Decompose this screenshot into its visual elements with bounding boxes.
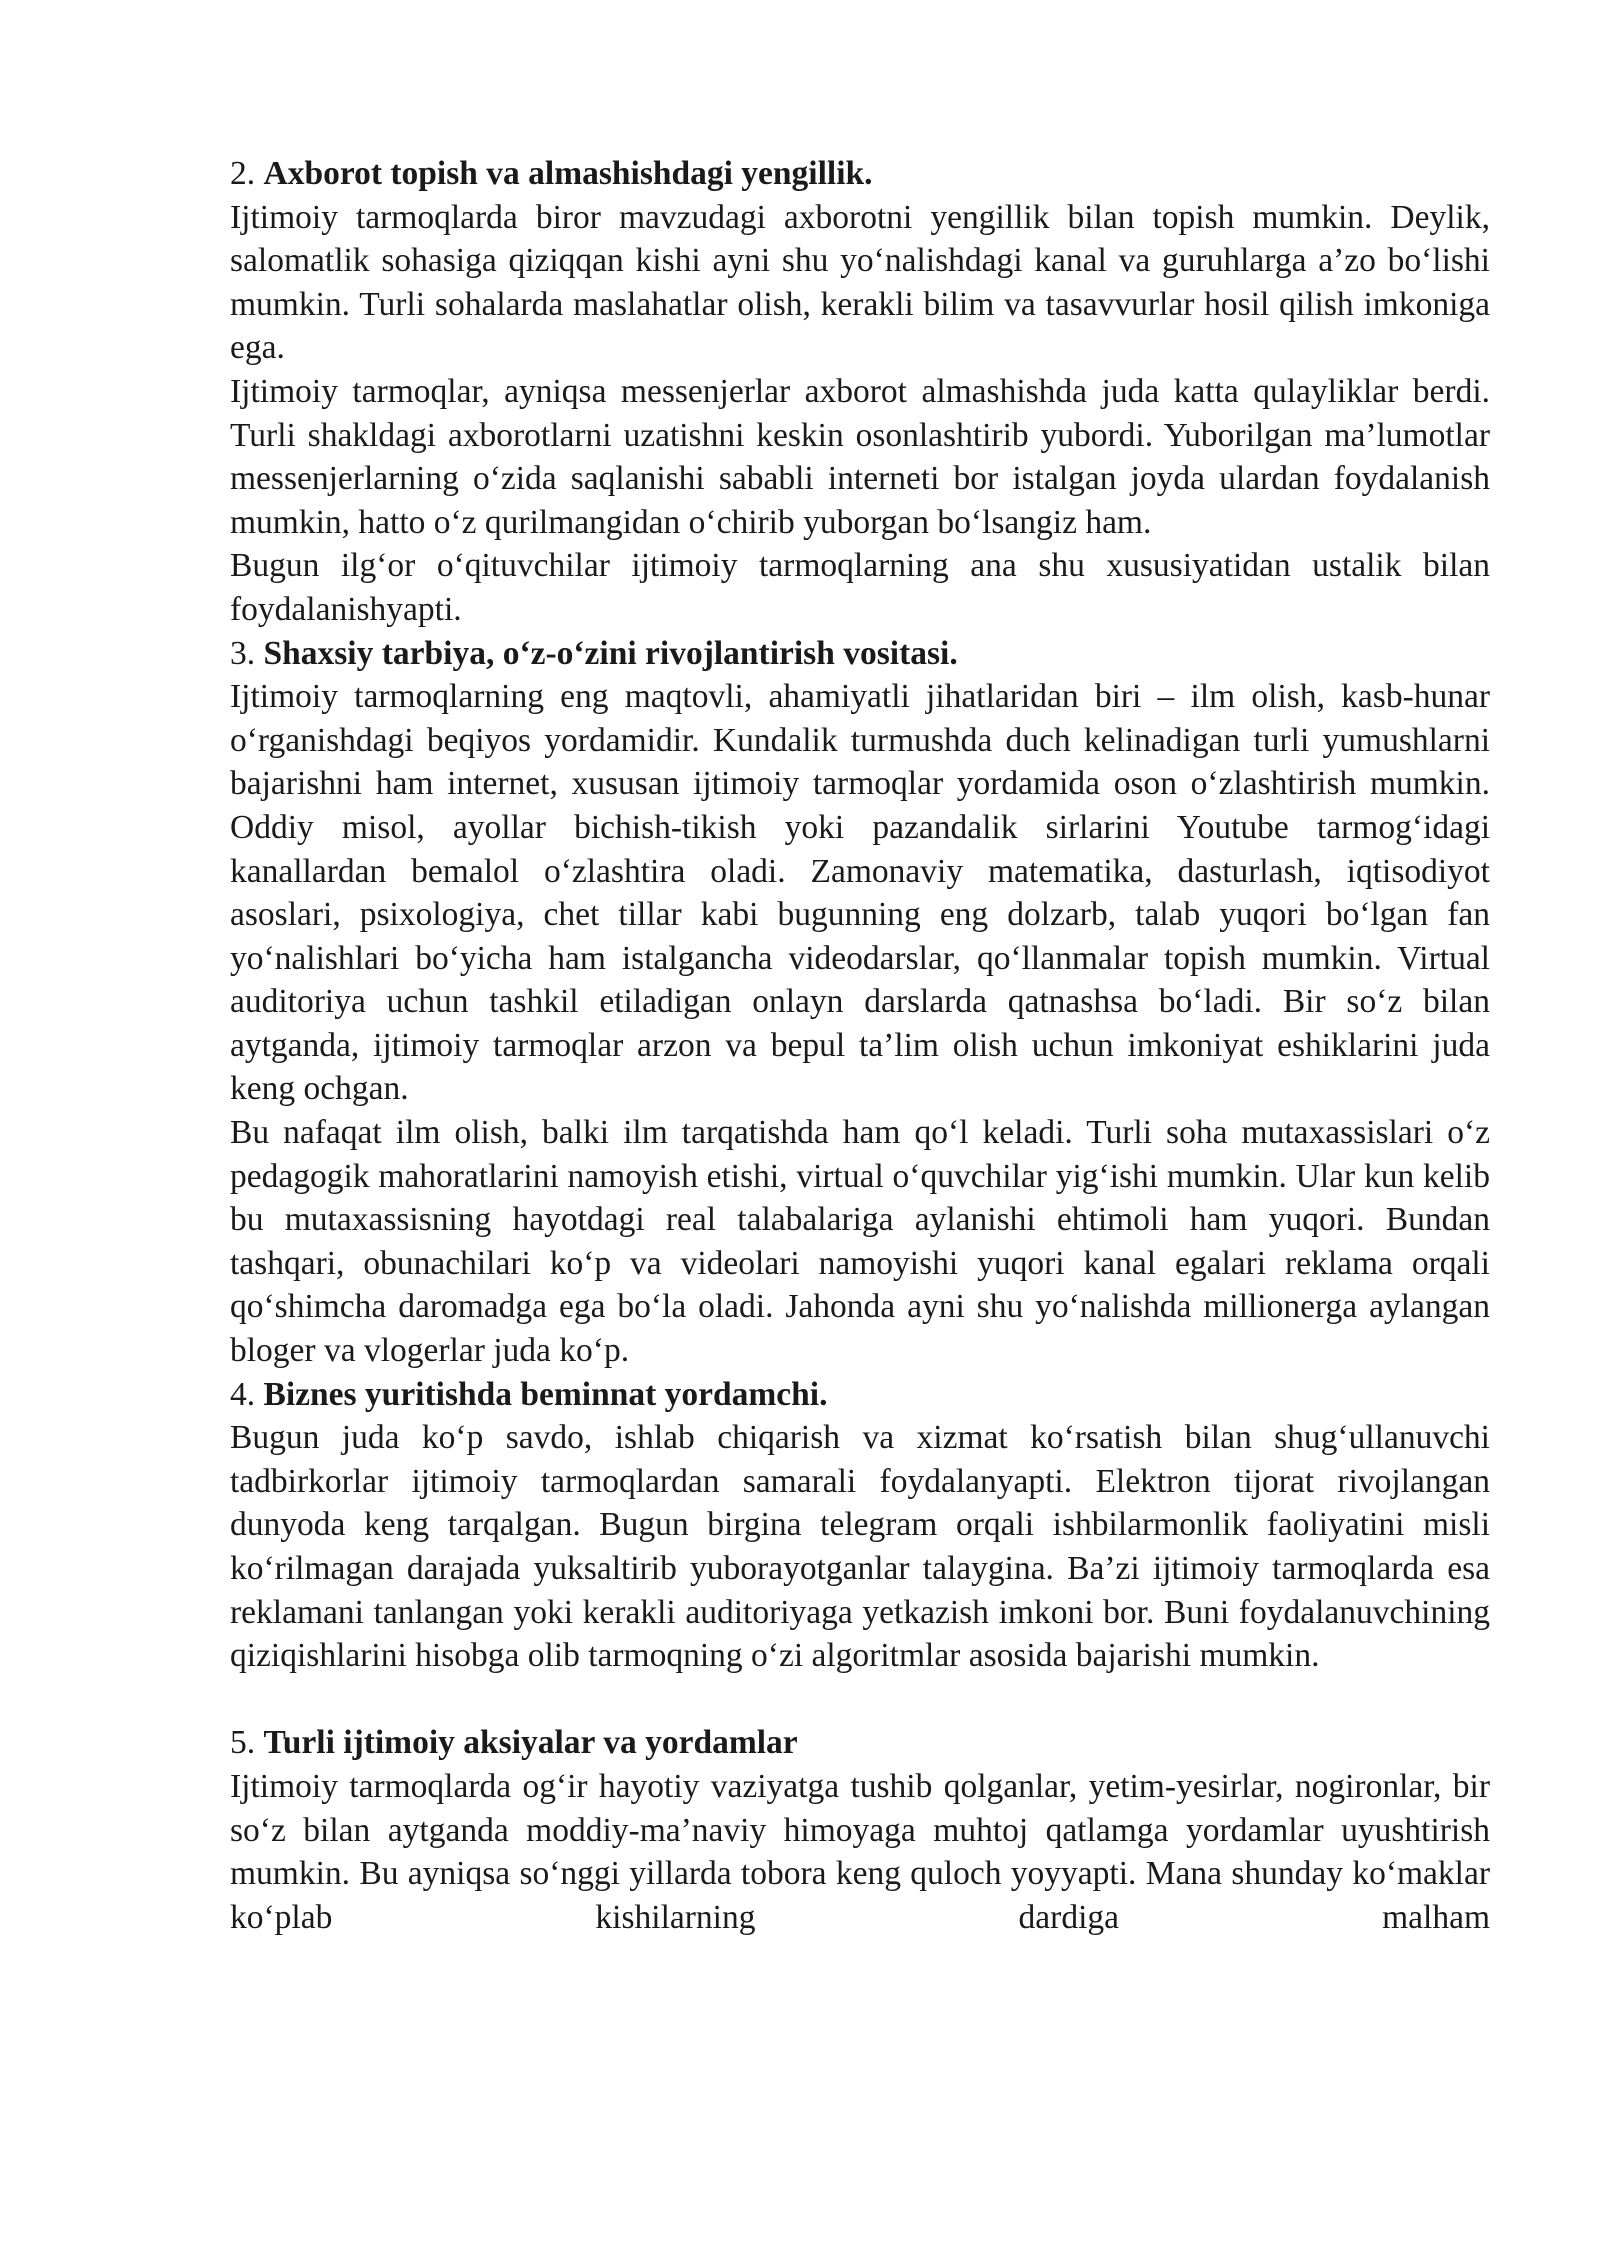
- paragraph: Bugun juda ko‘p savdo, ishlab chiqarish va xizmat ko‘rsatish bilan shug‘ullanuvchi tadbirkorlar ijtimoiy tarmoqlardan samarali foydalanyapti. Elektron tijorat rivojlangan dunyoda keng tarqalgan. Bugun birgina telegram orqali ishbilarmonlik faoliyatini misli ko‘rilmagan darajada yuksaltirib yuborayotganlar talaygina. Ba’zi ijtimoiy tarmoqlarda esa reklamani tanlangan yoki kerakli auditoriyaga yetkazish imkoni bor. Buni foydalanuvchining qiziqishlarini hisobga olib tarmoqning o‘zi algoritmlar asosida bajarishi mumkin.: [230, 1419, 1490, 1675]
- paragraph: Ijtimoiy tarmoqlarning eng maqtovli, ahamiyatli jihatlaridan biri – ilm olish, kasb-hunar o‘rganishdagi beqiyos yordamidir. Kundalik turmushda duch kelinadigan turli yumushlarni bajarishni ham internet, xususan ijtimoiy tarmoqlar yordamida oson o‘zlashtirish mumkin. Oddiy misol, ayollar bichish-tikish yoki pazandalik sirlarini Youtube tarmog‘idagi kanallardan bemalol o‘zlashtira oladi. Zamonaviy matematika, dasturlash, iqtisodiyot asoslari, psixologiya, chet tillar kabi bugunning eng dolzarb, talab yuqori bo‘lgan fan yo‘nalishlari bo‘yicha ham istalgancha videodarslar, qo‘llanmalar topish mumkin. Virtual auditoriya uchun tashkil etiladigan onlayn darslarda qatnashsa bo‘ladi. Bir so‘z bilan aytganda, ijtimoiy tarmoqlar arzon va bepul ta’lim olish uchun imkoniyat eshiklarini juda keng ochgan.: [230, 678, 1490, 1108]
- section-4: [230, 1373, 1490, 1678]
- blank-line: [230, 1678, 1490, 1722]
- paragraph: Bugun ilg‘or o‘qituvchilar ijtimoiy tarmoqlarning ana shu xususiyatidan ustalik bilan foydalanishyapti.: [230, 547, 1490, 628]
- section-title: Biznes yuritishda beminnat yordamchi.: [263, 1375, 828, 1413]
- paragraph: Bu nafaqat ilm olish, balki ilm tarqatishda ham qo‘l keladi. Turli soha mutaxassislari o‘z pedagogik mahoratlarini namoyish etishi, virtual o‘quvchilar yig‘ishi mumkin. Ular kun kelib bu mutaxassisning hayotdagi real talabalariga aylanishi ehtimoli ham yuqori. Bundan tashqari, obunachilari ko‘p va videolari namoyishi yuqori kanal egalari reklama orqali qo‘shimcha daromadga ega bo‘la oladi. Jahonda ayni shu yo‘nalishda millionerga aylangan bloger va vlogerlar juda ko‘p.: [230, 1114, 1490, 1370]
- section-number: 3.: [230, 634, 256, 672]
- section-title: Axborot topish va almashishdagi yengillik.: [263, 155, 873, 192]
- paragraph: Ijtimoiy tarmoqlarda og‘ir hayotiy vaziyatga tushib qolganlar, yetim-yesirlar, nogironlar, bir so‘z bilan aytganda moddiy-ma’naviy himoyaga muhtoj qatlamga yordamlar uyushtirish mumkin. Bu ayniqsa so‘nggi yillarda tobora keng quloch yoyyapti. Mana shunday ko‘maklar ko‘plab kishilarning dardiga malham: [230, 1767, 1490, 1936]
- section-heading: [230, 632, 1490, 676]
- section-heading: [230, 1373, 1490, 1417]
- section-title: Turli ijtimoiy aksiyalar va yordamlar: [263, 1724, 798, 1762]
- section-heading: [230, 1721, 1490, 1765]
- section-number: 2.: [230, 155, 256, 192]
- document-page: [230, 152, 1490, 1939]
- section-5: [230, 1721, 1490, 1939]
- section-title: Shaxsiy tarbiya, o‘z-o‘zini rivojlantirish vositasi.: [263, 634, 958, 672]
- paragraph: Ijtimoiy tarmoqlarda biror mavzudagi axborotni yengillik bilan topish mumkin. Deylik, salomatlik sohasiga qiziqqan kishi ayni shu yo‘nalishdagi kanal va guruhlarga a’zo bo‘lishi mumkin. Turli sohalarda maslahatlar olish, kerakli bilim va tasavvurlar hosil qilish imkoniga ega.: [230, 198, 1490, 367]
- section-number: 5.: [230, 1724, 256, 1762]
- section-number: 4.: [230, 1375, 256, 1413]
- section-2: [230, 152, 1490, 632]
- section-3: [230, 632, 1490, 1373]
- section-heading: [230, 152, 1490, 196]
- paragraph: Ijtimoiy tarmoqlar, ayniqsa messenjerlar axborot almashishda juda katta qulayliklar berdi. Turli shakldagi axborotlarni uzatishni keskin osonlashtirib yubordi. Yuborilgan ma’lumotlar messenjerlarning o‘zida saqlanishi sababli interneti bor istalgan joyda ulardan foydalanish mumkin, hatto o‘z qurilmangidan o‘chirib yuborgan bo‘lsangiz ham.: [230, 372, 1490, 541]
